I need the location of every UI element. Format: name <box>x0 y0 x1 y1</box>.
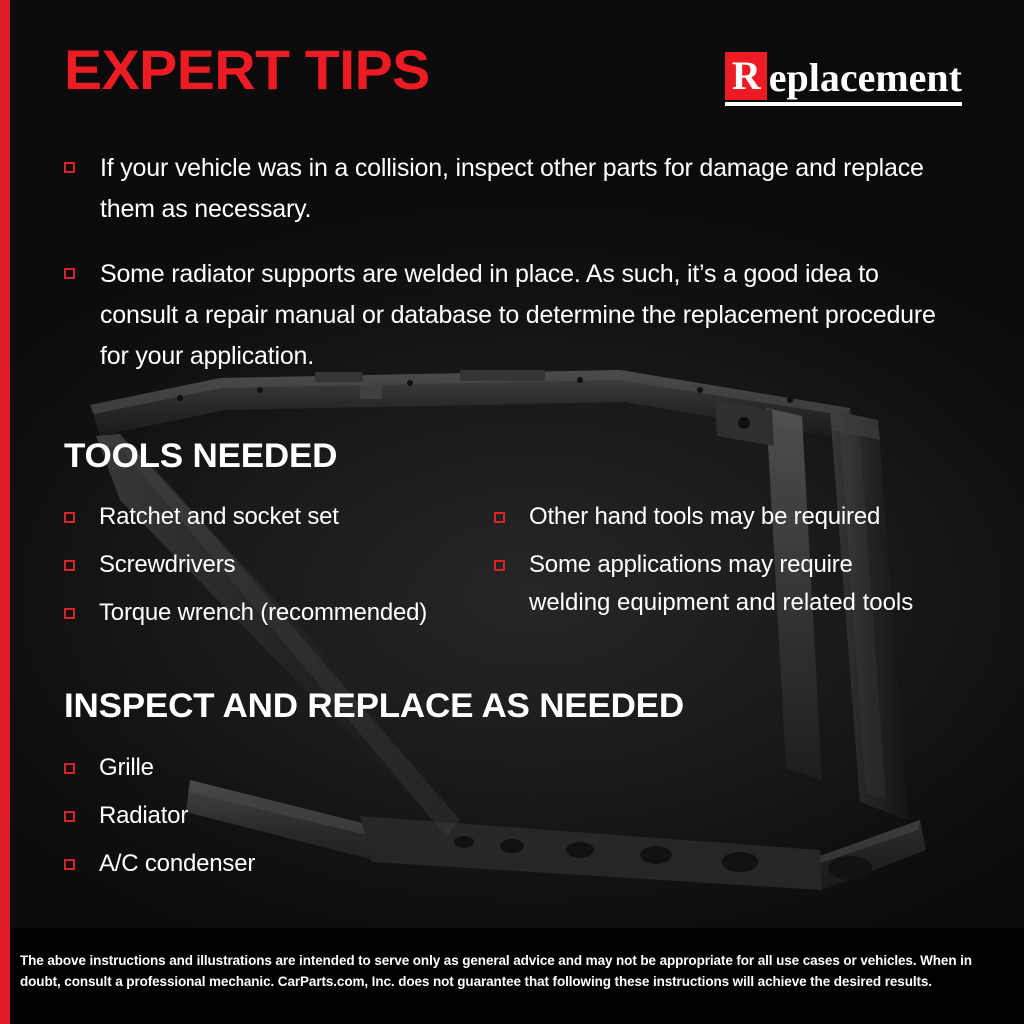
footer-disclaimer <box>0 928 1024 1024</box>
bullet-square-icon <box>494 512 505 523</box>
brand-initial: R <box>725 52 767 100</box>
tip-text: If your vehicle was in a collision, inspect other parts for damage and replace them as necessary. <box>100 154 924 223</box>
list-item <box>64 503 494 531</box>
tool-text-continuation: welding equipment and related tools <box>529 589 914 616</box>
list-item <box>64 599 494 627</box>
bullet-square-icon <box>64 859 75 870</box>
bullet-square-icon <box>494 560 505 571</box>
inspect-replace-list <box>64 754 564 898</box>
bullet-square-icon <box>64 512 75 523</box>
inspect-text: Grille <box>99 754 154 781</box>
left-accent-bar <box>0 0 10 1024</box>
list-item <box>494 551 964 579</box>
expert-tips-list <box>64 148 954 401</box>
list-item <box>64 254 954 377</box>
tool-text: Torque wrench (recommended) <box>99 599 428 626</box>
list-item <box>64 551 494 579</box>
page-title: EXPERT TIPS <box>64 38 430 101</box>
brand-logo <box>725 52 962 106</box>
inspect-text: A/C condenser <box>99 850 256 877</box>
bullet-square-icon <box>64 162 75 173</box>
tip-text: Some radiator supports are welded in place. As such, it’s a good idea to consult a repair manual or database to determine the replacement procedure for your application. <box>100 260 936 370</box>
tools-needed-heading: TOOLS NEEDED <box>64 437 338 475</box>
inspect-replace-heading: INSPECT AND REPLACE AS NEEDED <box>64 687 684 725</box>
inspect-text: Radiator <box>99 802 189 829</box>
bullet-square-icon <box>64 608 75 619</box>
bullet-square-icon <box>64 763 75 774</box>
list-item <box>64 754 564 782</box>
tool-text: Ratchet and socket set <box>99 503 339 530</box>
bullet-square-icon <box>64 811 75 822</box>
tools-column-left <box>64 503 494 647</box>
tools-needed-list <box>64 503 964 647</box>
list-item <box>494 503 964 531</box>
tool-text: Other hand tools may be required <box>529 503 881 530</box>
list-item <box>64 850 564 878</box>
tool-text: Some applications may require <box>529 551 853 578</box>
footer-disclaimer-text: The above instructions and illustrations are intended to serve only as general advice and may not be appropriate for all use cases or vehicles. When in doubt, consult a professional mechanic. CarParts.com, Inc. does not guarantee that following these instructions will achieve the desired results. <box>20 953 972 989</box>
list-item <box>64 802 564 830</box>
bullet-square-icon <box>64 560 75 571</box>
tools-column-right <box>494 503 964 647</box>
list-item <box>64 148 954 230</box>
brand-name: eplacement <box>768 55 962 100</box>
tool-text: Screwdrivers <box>99 551 236 578</box>
bullet-square-icon <box>64 268 75 279</box>
